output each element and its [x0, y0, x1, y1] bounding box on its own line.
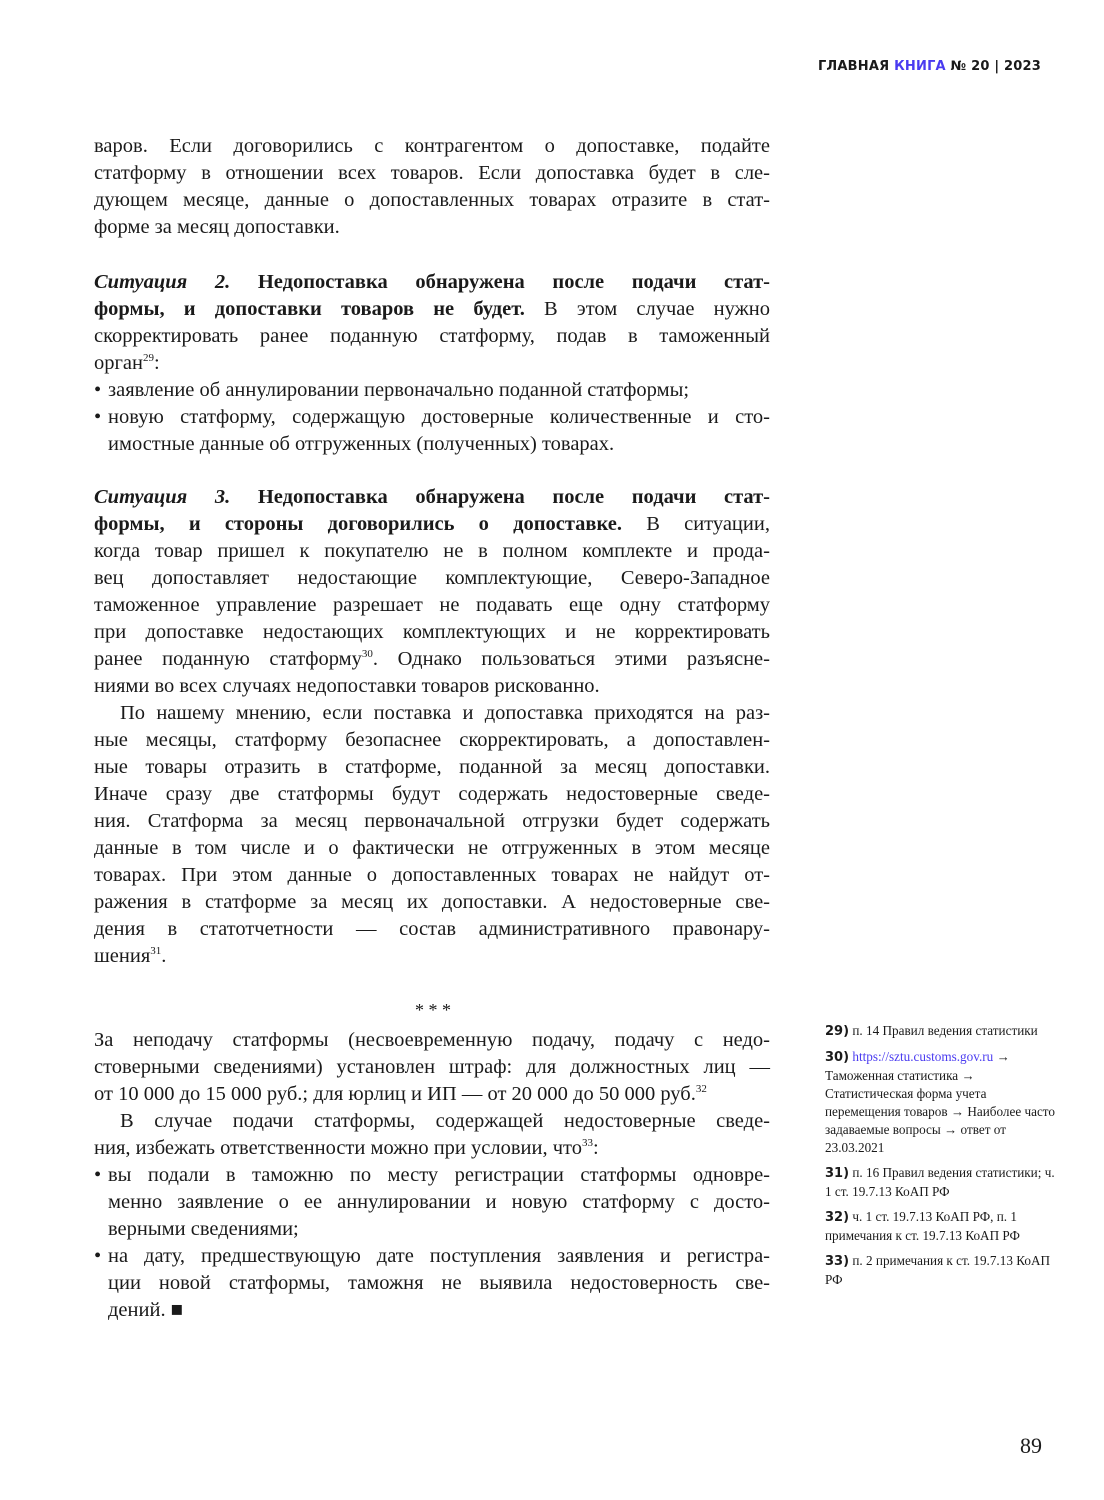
- text-line: дения в статотчетности — состав административного правонару-: [94, 918, 770, 940]
- text-line: верными сведениями;: [108, 1218, 299, 1240]
- text: В ситуации,: [622, 513, 770, 535]
- text: от 10 000 до 15 000 руб.; для юрлиц и ИП — от 20 000 до 50 000 руб.: [94, 1083, 696, 1105]
- footnote-ref[interactable]: 31: [150, 945, 162, 957]
- bullet-item: [94, 377, 770, 404]
- footnote-32: [825, 1208, 1055, 1245]
- text-line: при допоставке недостающих комплектующих и не корректировать: [94, 621, 770, 643]
- text: . Однако пользоваться этими разъясне-: [372, 648, 770, 670]
- footnote-ref[interactable]: 32: [695, 1083, 707, 1095]
- text-line: вец допоставляет недостающие комплектующие, Северо-Западное: [94, 567, 770, 589]
- text-line: менно заявление о ее аннулировании и новую статформу с досто-: [108, 1191, 770, 1213]
- text-line: на дату, предшествующую дате поступления заявления и регистра-: [108, 1245, 770, 1267]
- brand-name: ГЛАВНАЯ: [817, 59, 890, 74]
- section-separator: * * *: [415, 1000, 451, 1020]
- text-line: ражения в статформе за месяц их допоставки. А недостоверные све-: [94, 891, 770, 913]
- text-line: новую статформу, содержащую достоверные количественные и сто-: [108, 406, 770, 428]
- situation-2: [94, 269, 770, 458]
- text-line: дующем месяце, данные о допоставленных товарах отразите в стат-: [94, 189, 770, 211]
- footnote-33: [825, 1252, 1055, 1289]
- situation-label: Ситуация 2.: [94, 271, 231, 293]
- text: В этом случае нужно: [524, 298, 770, 320]
- text-line: вы подали в таможню по месту регистрации статформы одновре-: [108, 1164, 770, 1186]
- footnote-text: п. 14 Правил ведения статистики: [852, 1023, 1038, 1038]
- text: шения: [94, 945, 151, 967]
- footnote-number: 29): [825, 1024, 850, 1039]
- text-line: Иначе сразу две статформы будут содержать недостоверные сведе-: [94, 783, 770, 805]
- bullet-icon: •: [94, 1245, 102, 1267]
- bullet-item: [94, 1243, 770, 1324]
- situation-heading: формы, и стороны договорились о допоставке.: [94, 513, 623, 535]
- text-line: статформу в отношении всех товаров. Если допоставка будет в сле-: [94, 162, 770, 184]
- footnote-text: ч. 1 ст. 19.7.13 КоАП РФ, п. 1 примечания к ст. 19.7.13 КоАП РФ: [825, 1209, 1020, 1243]
- footnote-number: 33): [825, 1254, 850, 1269]
- bullet-item: [94, 1162, 770, 1243]
- footnote-number: 31): [825, 1166, 850, 1181]
- bullet-item: [94, 404, 770, 458]
- running-header: [818, 59, 1041, 74]
- text-line: скорректировать ранее поданную статформу, подав в таможенный: [94, 325, 770, 347]
- page-number: 89: [1020, 1433, 1042, 1458]
- text-line: таможенное управление разрешает не подавать еще одну статформу: [94, 594, 770, 616]
- text-line: стоверными сведениями) установлен штраф: для должностных лиц —: [94, 1056, 770, 1078]
- text-line: форме за месяц допоставки.: [94, 216, 340, 238]
- footnote-29: [825, 1022, 1055, 1041]
- bullet-icon: •: [94, 1164, 102, 1186]
- text-line: имостные данные об отгруженных (полученных) товарах.: [108, 433, 615, 455]
- paragraph-intro: [94, 133, 770, 241]
- fines-section: [94, 1027, 770, 1324]
- bullet-icon: •: [94, 406, 102, 428]
- situation-3: [94, 484, 770, 970]
- text-line: ные месяцы, статформу безопаснее скорректировать, а допоставлен-: [94, 729, 770, 751]
- bullet-icon: •: [94, 379, 102, 401]
- footnote-text: п. 2 примечания к ст. 19.7.13 КоАП РФ: [825, 1253, 1050, 1287]
- footnote-ref[interactable]: 29: [142, 352, 154, 364]
- text-line: ции новой статформы, таможня не выявила недостоверность све-: [108, 1272, 770, 1294]
- footnotes: [825, 1022, 1055, 1296]
- text-line: ные товары отразить в статформе, поданной за месяц допоставки.: [94, 756, 770, 778]
- footnote-text: → Таможенная статистика → Статистическая форма учета перемещения товаров → Наиболее часто задаваемые вопросы → ответ от 23.03.2021: [825, 1049, 1055, 1155]
- text-line: данные в том числе и о фактически не отгруженных в этом месяце: [94, 837, 770, 859]
- footnote-31: [825, 1164, 1055, 1201]
- text-line: ниями во всех случаях недопоставки товаров рискованно.: [94, 675, 600, 697]
- text-line: ния. Статформа за месяц первоначальной отгрузки будет содержать: [94, 810, 770, 832]
- situation-heading: формы, и допоставки товаров не будет.: [94, 298, 525, 320]
- issue-number: № 20 | 2023: [950, 59, 1041, 74]
- text: орган: [94, 352, 143, 374]
- text-line: дений. ■: [108, 1299, 184, 1321]
- text-line: товарах. При этом данные о допоставленных товарах не найдут от-: [94, 864, 770, 886]
- text: .: [161, 945, 167, 967]
- text: :: [592, 1137, 599, 1159]
- footnote-text: п. 16 Правил ведения статистики; ч. 1 ст. 19.7.13 КоАП РФ: [825, 1165, 1055, 1199]
- footnote-ref[interactable]: 30: [361, 648, 373, 660]
- brand-name-accent: КНИГА: [894, 59, 946, 74]
- text: :: [153, 352, 160, 374]
- text-line: За неподачу статформы (несвоевременную подачу, подачу с недо-: [94, 1029, 770, 1051]
- text-line: варов. Если договорились с контрагентом о допоставке, подайте: [94, 135, 770, 157]
- footnote-link[interactable]: https://sztu.customs.gov.ru: [852, 1049, 994, 1064]
- situation-heading: Недопоставка обнаружена после подачи стат-: [257, 486, 771, 508]
- text-line: когда товар пришел к покупателю не в полном комплекте и прода-: [94, 540, 770, 562]
- text: ранее поданную статформу: [94, 648, 362, 670]
- footnote-number: 32): [825, 1210, 850, 1225]
- situation-heading: Недопоставка обнаружена после подачи стат-: [257, 271, 771, 293]
- footnote-30: [825, 1048, 1055, 1157]
- text: ния, избежать ответственности можно при условии, что: [94, 1137, 582, 1159]
- footnote-ref[interactable]: 33: [581, 1137, 593, 1149]
- text-line: По нашему мнению, если поставка и допоставка приходятся на раз-: [120, 702, 770, 724]
- text-line: В случае подачи статформы, содержащей недостоверные сведе-: [120, 1110, 770, 1132]
- footnote-number: 30): [825, 1050, 850, 1065]
- text-line: заявление об аннулировании первоначально поданной статформы;: [108, 379, 690, 401]
- situation-label: Ситуация 3.: [94, 486, 231, 508]
